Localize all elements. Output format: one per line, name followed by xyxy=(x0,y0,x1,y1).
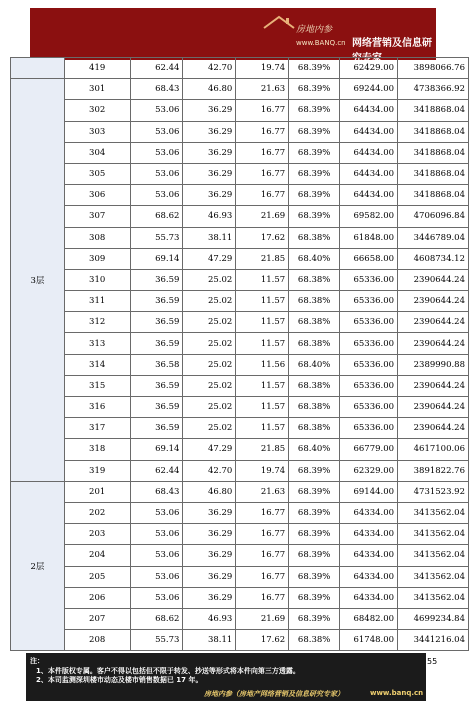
total-price-cell: 4617100.06 xyxy=(398,439,469,460)
shared-area-cell: 16.77 xyxy=(236,142,289,163)
building-area-cell: 55.73 xyxy=(130,227,183,248)
unit-price-cell: 65336.00 xyxy=(340,418,398,439)
building-area-cell: 53.06 xyxy=(130,566,183,587)
room-number-cell: 318 xyxy=(64,439,130,460)
inner-area-cell: 47.29 xyxy=(183,248,236,269)
total-price-cell: 3418868.04 xyxy=(398,163,469,184)
inner-area-cell: 36.29 xyxy=(183,524,236,545)
room-number-cell: 308 xyxy=(64,227,130,248)
unit-price-cell: 64434.00 xyxy=(340,121,398,142)
inner-area-cell: 25.02 xyxy=(183,397,236,418)
shared-area-cell: 17.62 xyxy=(236,227,289,248)
unit-price-cell: 69144.00 xyxy=(340,481,398,502)
table-row xyxy=(11,566,469,587)
usage-ratio-cell: 68.39% xyxy=(289,142,340,163)
building-area-cell: 53.06 xyxy=(130,163,183,184)
room-number-cell: 312 xyxy=(64,312,130,333)
usage-ratio-cell: 68.39% xyxy=(289,460,340,481)
building-area-cell: 68.62 xyxy=(130,608,183,629)
inner-area-cell: 36.29 xyxy=(183,587,236,608)
usage-ratio-cell: 68.39% xyxy=(289,587,340,608)
total-price-cell: 2390644.24 xyxy=(398,269,469,290)
inner-area-cell: 36.29 xyxy=(183,502,236,523)
table-row xyxy=(11,206,469,227)
building-area-cell: 62.44 xyxy=(130,58,183,79)
room-number-cell: 301 xyxy=(64,79,130,100)
room-number-cell: 302 xyxy=(64,100,130,121)
total-price-cell: 3418868.04 xyxy=(398,142,469,163)
floor-label xyxy=(11,58,65,79)
total-price-cell: 4738366.92 xyxy=(398,79,469,100)
shared-area-cell: 16.77 xyxy=(236,587,289,608)
usage-ratio-cell: 68.39% xyxy=(289,502,340,523)
brand-script: 房地内参 xyxy=(296,25,333,35)
header-banner xyxy=(30,8,436,64)
unit-price-cell: 64434.00 xyxy=(340,142,398,163)
building-area-cell: 53.06 xyxy=(130,545,183,566)
room-number-cell: 316 xyxy=(64,397,130,418)
unit-price-cell: 66658.00 xyxy=(340,248,398,269)
inner-area-cell: 36.29 xyxy=(183,163,236,184)
unit-price-cell: 62329.00 xyxy=(340,460,398,481)
brand-url: www.BANQ.cn xyxy=(296,39,346,47)
usage-ratio-cell: 68.38% xyxy=(289,227,340,248)
table-row xyxy=(11,418,469,439)
table-row xyxy=(11,375,469,396)
shared-area-cell: 16.77 xyxy=(236,524,289,545)
shared-area-cell: 11.56 xyxy=(236,354,289,375)
unit-price-cell: 64334.00 xyxy=(340,587,398,608)
inner-area-cell: 46.93 xyxy=(183,608,236,629)
table-row xyxy=(11,312,469,333)
usage-ratio-cell: 68.39% xyxy=(289,163,340,184)
building-area-cell: 36.59 xyxy=(130,375,183,396)
inner-area-cell: 42.70 xyxy=(183,460,236,481)
room-number-cell: 310 xyxy=(64,269,130,290)
total-price-cell: 3898066.76 xyxy=(398,58,469,79)
building-area-cell: 36.59 xyxy=(130,269,183,290)
inner-area-cell: 46.80 xyxy=(183,79,236,100)
unit-price-cell: 61748.00 xyxy=(340,630,398,651)
table-row xyxy=(11,502,469,523)
usage-ratio-cell: 68.39% xyxy=(289,566,340,587)
room-number-cell: 317 xyxy=(64,418,130,439)
total-price-cell: 3413562.04 xyxy=(398,502,469,523)
unit-price-cell: 62429.00 xyxy=(340,58,398,79)
table-row xyxy=(11,460,469,481)
unit-price-cell: 65336.00 xyxy=(340,269,398,290)
usage-ratio-cell: 68.40% xyxy=(289,248,340,269)
room-number-cell: 201 xyxy=(64,481,130,502)
table-row xyxy=(11,58,469,79)
room-number-cell: 419 xyxy=(64,58,130,79)
sales-table xyxy=(10,57,469,651)
total-price-cell: 2390644.24 xyxy=(398,418,469,439)
table-row xyxy=(11,142,469,163)
room-number-cell: 203 xyxy=(64,524,130,545)
table-row xyxy=(11,79,469,100)
usage-ratio-cell: 68.40% xyxy=(289,354,340,375)
usage-ratio-cell: 68.39% xyxy=(289,481,340,502)
shared-area-cell: 21.85 xyxy=(236,248,289,269)
unit-price-cell: 64334.00 xyxy=(340,524,398,545)
inner-area-cell: 36.29 xyxy=(183,100,236,121)
unit-price-cell: 65336.00 xyxy=(340,333,398,354)
table-row xyxy=(11,587,469,608)
room-number-cell: 208 xyxy=(64,630,130,651)
inner-area-cell: 36.29 xyxy=(183,545,236,566)
usage-ratio-cell: 68.38% xyxy=(289,397,340,418)
table-row xyxy=(11,608,469,629)
building-area-cell: 53.06 xyxy=(130,142,183,163)
building-area-cell: 62.44 xyxy=(130,460,183,481)
total-price-cell: 3441216.04 xyxy=(398,630,469,651)
shared-area-cell: 19.74 xyxy=(236,58,289,79)
inner-area-cell: 38.11 xyxy=(183,630,236,651)
total-price-cell: 3413562.04 xyxy=(398,524,469,545)
building-area-cell: 36.59 xyxy=(130,312,183,333)
unit-price-cell: 66779.00 xyxy=(340,439,398,460)
shared-area-cell: 11.57 xyxy=(236,375,289,396)
total-price-cell: 4608734.12 xyxy=(398,248,469,269)
table-row xyxy=(11,524,469,545)
building-area-cell: 68.43 xyxy=(130,481,183,502)
total-price-cell: 2389990.88 xyxy=(398,354,469,375)
inner-area-cell: 36.29 xyxy=(183,185,236,206)
room-number-cell: 204 xyxy=(64,545,130,566)
total-price-cell: 3413562.04 xyxy=(398,545,469,566)
shared-area-cell: 16.77 xyxy=(236,100,289,121)
total-price-cell: 3418868.04 xyxy=(398,185,469,206)
total-price-cell: 4699234.84 xyxy=(398,608,469,629)
table-row xyxy=(11,269,469,290)
shared-area-cell: 11.57 xyxy=(236,312,289,333)
table-row xyxy=(11,163,469,184)
table-row xyxy=(11,397,469,418)
page-number: 55 xyxy=(427,657,438,666)
room-number-cell: 304 xyxy=(64,142,130,163)
unit-price-cell: 64334.00 xyxy=(340,502,398,523)
room-number-cell: 309 xyxy=(64,248,130,269)
usage-ratio-cell: 68.38% xyxy=(289,630,340,651)
building-area-cell: 53.06 xyxy=(130,524,183,545)
shared-area-cell: 21.69 xyxy=(236,608,289,629)
inner-area-cell: 47.29 xyxy=(183,439,236,460)
footer-url: www.banq.cn xyxy=(370,689,424,697)
shared-area-cell: 11.57 xyxy=(236,397,289,418)
room-number-cell: 202 xyxy=(64,502,130,523)
building-area-cell: 53.06 xyxy=(130,121,183,142)
building-area-cell: 68.62 xyxy=(130,206,183,227)
total-price-cell: 3413562.04 xyxy=(398,566,469,587)
brand-title: 网络营销及信息研究专家 xyxy=(352,38,432,64)
building-area-cell: 36.59 xyxy=(130,418,183,439)
table-row xyxy=(11,248,469,269)
unit-price-cell: 65336.00 xyxy=(340,291,398,312)
footer-brand: 房地内参（房地产网络营销及信息研究专家） xyxy=(204,689,344,698)
building-area-cell: 53.06 xyxy=(130,587,183,608)
table-row xyxy=(11,630,469,651)
unit-price-cell: 65336.00 xyxy=(340,354,398,375)
room-number-cell: 315 xyxy=(64,375,130,396)
building-area-cell: 69.14 xyxy=(130,439,183,460)
total-price-cell: 2390644.24 xyxy=(398,312,469,333)
room-number-cell: 306 xyxy=(64,185,130,206)
total-price-cell: 2390644.24 xyxy=(398,375,469,396)
table-row xyxy=(11,545,469,566)
building-area-cell: 53.06 xyxy=(130,185,183,206)
building-area-cell: 36.58 xyxy=(130,354,183,375)
unit-price-cell: 68482.00 xyxy=(340,608,398,629)
inner-area-cell: 36.29 xyxy=(183,142,236,163)
inner-area-cell: 42.70 xyxy=(183,58,236,79)
usage-ratio-cell: 68.39% xyxy=(289,206,340,227)
shared-area-cell: 19.74 xyxy=(236,460,289,481)
total-price-cell: 2390644.24 xyxy=(398,291,469,312)
building-area-cell: 53.06 xyxy=(130,502,183,523)
usage-ratio-cell: 68.38% xyxy=(289,269,340,290)
inner-area-cell: 36.29 xyxy=(183,121,236,142)
table-row xyxy=(11,227,469,248)
unit-price-cell: 69244.00 xyxy=(340,79,398,100)
shared-area-cell: 16.77 xyxy=(236,163,289,184)
table-row xyxy=(11,354,469,375)
unit-price-cell: 64434.00 xyxy=(340,100,398,121)
inner-area-cell: 46.93 xyxy=(183,206,236,227)
room-number-cell: 207 xyxy=(64,608,130,629)
shared-area-cell: 11.57 xyxy=(236,269,289,290)
shared-area-cell: 21.85 xyxy=(236,439,289,460)
house-logo-icon xyxy=(262,14,296,36)
usage-ratio-cell: 68.39% xyxy=(289,121,340,142)
building-area-cell: 55.73 xyxy=(130,630,183,651)
total-price-cell: 3413562.04 xyxy=(398,587,469,608)
total-price-cell: 3446789.04 xyxy=(398,227,469,248)
usage-ratio-cell: 68.38% xyxy=(289,291,340,312)
shared-area-cell: 16.77 xyxy=(236,545,289,566)
inner-area-cell: 25.02 xyxy=(183,418,236,439)
shared-area-cell: 16.77 xyxy=(236,502,289,523)
total-price-cell: 3418868.04 xyxy=(398,121,469,142)
usage-ratio-cell: 68.39% xyxy=(289,608,340,629)
unit-price-cell: 64334.00 xyxy=(340,566,398,587)
room-number-cell: 205 xyxy=(64,566,130,587)
table-row xyxy=(11,481,469,502)
inner-area-cell: 25.02 xyxy=(183,269,236,290)
note-copyright: 1、本件版权专属。客户不得以包括但不限于转发、抄送等形式将本件向第三方透露。 xyxy=(36,667,300,675)
table-row xyxy=(11,333,469,354)
table-row xyxy=(11,291,469,312)
floor-label: 3层 xyxy=(11,79,65,482)
unit-price-cell: 64434.00 xyxy=(340,185,398,206)
room-number-cell: 206 xyxy=(64,587,130,608)
building-area-cell: 36.59 xyxy=(130,397,183,418)
usage-ratio-cell: 68.39% xyxy=(289,545,340,566)
inner-area-cell: 46.80 xyxy=(183,481,236,502)
inner-area-cell: 38.11 xyxy=(183,227,236,248)
usage-ratio-cell: 68.38% xyxy=(289,418,340,439)
room-number-cell: 311 xyxy=(64,291,130,312)
room-number-cell: 313 xyxy=(64,333,130,354)
shared-area-cell: 11.57 xyxy=(236,418,289,439)
room-number-cell: 319 xyxy=(64,460,130,481)
shared-area-cell: 21.63 xyxy=(236,481,289,502)
shared-area-cell: 11.57 xyxy=(236,333,289,354)
unit-price-cell: 61848.00 xyxy=(340,227,398,248)
inner-area-cell: 25.02 xyxy=(183,333,236,354)
inner-area-cell: 25.02 xyxy=(183,312,236,333)
usage-ratio-cell: 68.40% xyxy=(289,439,340,460)
table-row xyxy=(11,439,469,460)
table-row xyxy=(11,185,469,206)
inner-area-cell: 25.02 xyxy=(183,291,236,312)
building-area-cell: 36.59 xyxy=(130,333,183,354)
shared-area-cell: 21.63 xyxy=(236,79,289,100)
inner-area-cell: 36.29 xyxy=(183,566,236,587)
total-price-cell: 3418868.04 xyxy=(398,100,469,121)
building-area-cell: 68.43 xyxy=(130,79,183,100)
unit-price-cell: 64434.00 xyxy=(340,163,398,184)
note-label: 注： xyxy=(30,657,44,665)
shared-area-cell: 16.77 xyxy=(236,566,289,587)
footer-notes xyxy=(26,653,426,701)
inner-area-cell: 25.02 xyxy=(183,354,236,375)
room-number-cell: 303 xyxy=(64,121,130,142)
usage-ratio-cell: 68.39% xyxy=(289,100,340,121)
unit-price-cell: 65336.00 xyxy=(340,312,398,333)
shared-area-cell: 11.57 xyxy=(236,291,289,312)
total-price-cell: 4706096.84 xyxy=(398,206,469,227)
unit-price-cell: 65336.00 xyxy=(340,375,398,396)
inner-area-cell: 25.02 xyxy=(183,375,236,396)
shared-area-cell: 16.77 xyxy=(236,185,289,206)
room-number-cell: 305 xyxy=(64,163,130,184)
total-price-cell: 4731523.92 xyxy=(398,481,469,502)
building-area-cell: 69.14 xyxy=(130,248,183,269)
table-row xyxy=(11,121,469,142)
total-price-cell: 2390644.24 xyxy=(398,333,469,354)
shared-area-cell: 17.62 xyxy=(236,630,289,651)
total-price-cell: 3891822.76 xyxy=(398,460,469,481)
shared-area-cell: 21.69 xyxy=(236,206,289,227)
usage-ratio-cell: 68.38% xyxy=(289,375,340,396)
unit-price-cell: 69582.00 xyxy=(340,206,398,227)
unit-price-cell: 64334.00 xyxy=(340,545,398,566)
note-monitoring: 2、本司监测深圳楼市动态及楼市销售数据已 17 年。 xyxy=(36,676,203,684)
building-area-cell: 36.59 xyxy=(130,291,183,312)
usage-ratio-cell: 68.38% xyxy=(289,333,340,354)
usage-ratio-cell: 68.39% xyxy=(289,58,340,79)
building-area-cell: 53.06 xyxy=(130,100,183,121)
usage-ratio-cell: 68.39% xyxy=(289,79,340,100)
room-number-cell: 314 xyxy=(64,354,130,375)
usage-ratio-cell: 68.39% xyxy=(289,524,340,545)
floor-label: 2层 xyxy=(11,481,65,651)
unit-price-cell: 65336.00 xyxy=(340,397,398,418)
room-number-cell: 307 xyxy=(64,206,130,227)
usage-ratio-cell: 68.39% xyxy=(289,185,340,206)
shared-area-cell: 16.77 xyxy=(236,121,289,142)
table-row xyxy=(11,100,469,121)
usage-ratio-cell: 68.38% xyxy=(289,312,340,333)
total-price-cell: 2390644.24 xyxy=(398,397,469,418)
